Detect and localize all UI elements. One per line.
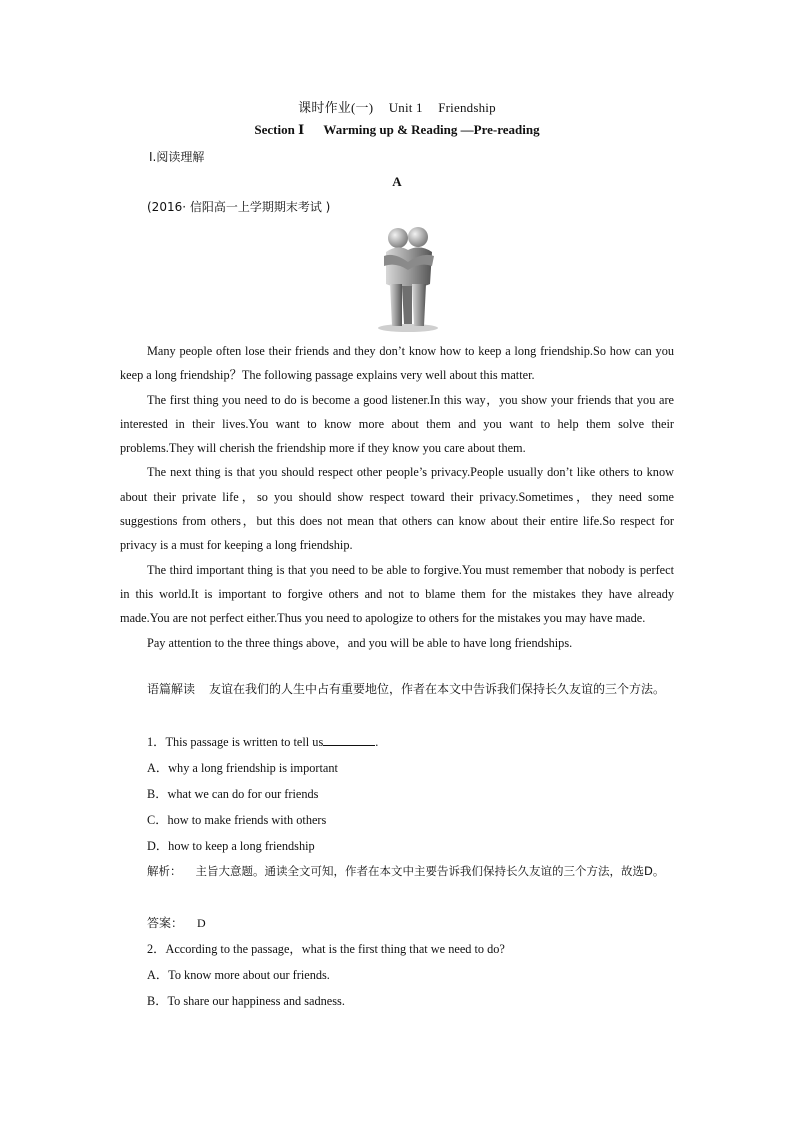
question-1-option-d: D．how to keep a long friendship <box>147 839 315 853</box>
question-2-option-a: A．To know more about our friends. <box>147 968 330 982</box>
analysis-text: 主旨大意题。通读全文可知，作者在本文中主要告诉我们保持长久友谊的三个方法，故选D。 <box>195 864 665 878</box>
question-2-option-b: B．To share our happiness and sadness. <box>147 994 345 1008</box>
question-1-stem: 1．This passage is written to tell us . <box>147 735 379 749</box>
unit-title: Friendship <box>438 100 496 115</box>
question-1-option-a: A．why a long friendship is important <box>147 761 338 775</box>
answer-value: D <box>197 916 206 930</box>
summary-text: 友谊在我们的人生中占有重要地位，作者在本文中告诉我们保持长久友谊的三个方法。 <box>209 682 666 696</box>
question-1-answer <box>120 913 707 933</box>
question-1-option-b: B．what we can do for our friends <box>147 787 319 801</box>
question-1-analysis <box>120 859 674 883</box>
hugging-figures-illustration <box>372 222 444 334</box>
analysis-label: 解析： <box>147 864 182 878</box>
passage-paragraph: The next thing is that you should respect other people’s privacy.People usually don’t like others to know about their private life，so you should show respect toward their privacy.Sometimes，they need some suggestions from others，but this does not mean that others can know about their entire life.So respect for privacy is a must for keeping a long friendship. <box>120 465 674 553</box>
passage-body <box>120 339 674 655</box>
lesson-label: 课时作业(一) <box>298 100 374 115</box>
question-2-stem: 2．According to the passage，what is the first thing that we need to do? <box>147 942 505 956</box>
answer-blank <box>323 733 375 746</box>
page-title <box>0 97 794 116</box>
passage-source: (2016· 信阳高一上学期期末考试 ) <box>147 200 331 214</box>
section-number: Section Ⅰ <box>254 122 305 137</box>
part-label: Ⅰ.阅读理解 <box>149 150 205 164</box>
passage-letter: A <box>392 174 402 189</box>
unit-label: Unit 1 <box>388 100 423 115</box>
answer-label: 答案： <box>147 916 184 930</box>
section-title: Warming up & Reading —Pre-reading <box>323 122 540 137</box>
passage-paragraph: Pay attention to the three things above，and you will be able to have long friendships. <box>147 635 573 650</box>
section-heading <box>0 122 794 138</box>
summary-label: 语篇解读 <box>147 682 196 696</box>
question-1-option-c: C．how to make friends with others <box>147 813 327 827</box>
passage-paragraph: The first thing you need to do is become a good listener.In this way，you show your friends that you are interested in their lives.You want to know more about them and you want to help them solve their problems.They will cherish the friendship more if they know you care about them. <box>120 392 674 456</box>
passage-paragraph: Many people often lose their friends and they don’t know how to keep a long friendship.So how can you keep a long friendship？The following passage explains very well about this matter. <box>120 344 674 383</box>
passage-paragraph: The third important thing is that you need to be able to forgive.You must remember that nobody is perfect in this world.It is important to forgive others and not to blame them for the mistakes they have already made.You are not perfect either.Thus you need to apologize to others for the mistakes you may have made. <box>120 562 674 626</box>
discourse-summary <box>120 677 674 701</box>
